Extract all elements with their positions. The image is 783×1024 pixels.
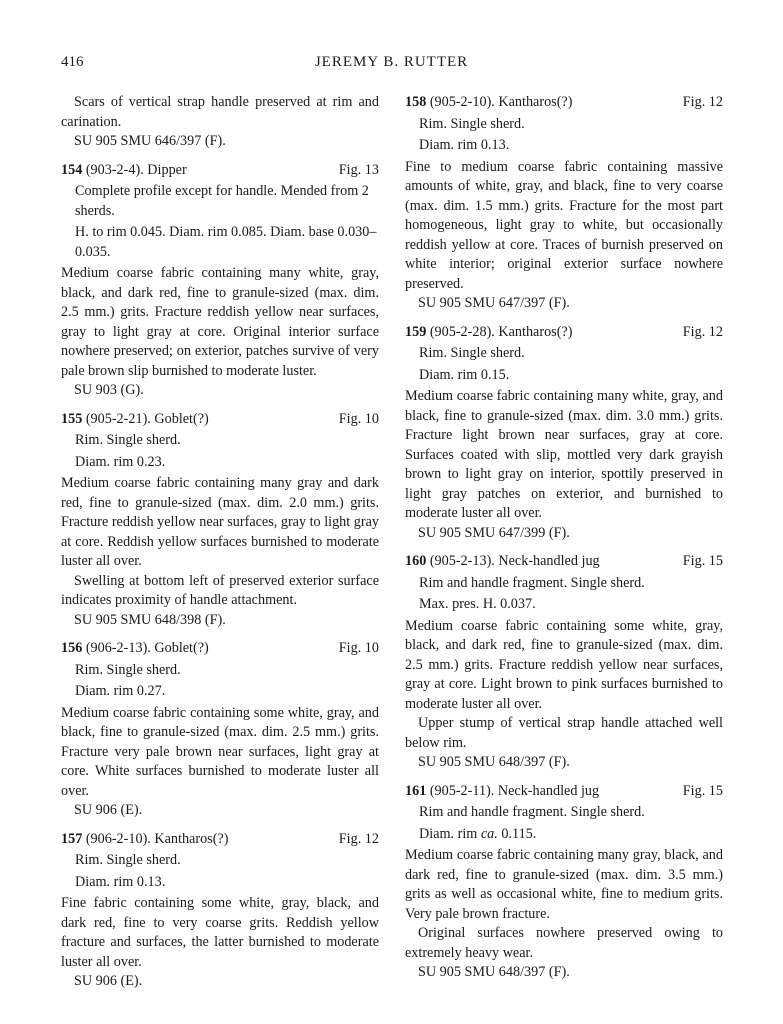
- entry-title: (905-2-28). Kantharos(?): [426, 323, 573, 340]
- entry-fabric: Medium coarse fabric containing many white, gray, black, and dark red, fine to granule-sized (max. dim. 2.5 mm.) grits. Fracture reddish yellow near surfaces, gray to light gray at core. Original interior surface nowhere preserved; on exterior, patches survive of very pale brown slip burnished to moderate luster.: [61, 265, 379, 379]
- entry-description: Rim. Single sherd.: [75, 432, 181, 448]
- entry-description: Rim. Single sherd.: [75, 852, 181, 868]
- entry-fabric: Fine to medium coarse fabric containing massive amounts of white, gray, and black, fine to very coarse (max. dim. 1.5 mm.) grits. Fracture for the most part homogeneous, light gray to white, but occasionally reddish yellow at core. Traces of burnish preserved on white interior; original exterior surface nowhere preserved.: [405, 158, 723, 292]
- entry-su: SU 906 (E).: [74, 802, 143, 818]
- page-number: 416: [61, 54, 84, 70]
- figure-reference: Fig. 15: [682, 553, 723, 569]
- entry-heading: [405, 323, 723, 343]
- entry-number: 161: [405, 782, 427, 799]
- entry-title: (906-2-10). Kantharos(?): [82, 830, 229, 847]
- entry-dimensions: Max. pres. H. 0.037.: [419, 596, 536, 612]
- entry-dimensions: [405, 825, 723, 845]
- entry-title: (905-2-10). Kantharos(?): [426, 94, 573, 110]
- entry-fabric: Medium coarse fabric containing many gray and dark red, fine to granule-sized (max. dim. 2.0 mm.) grits. Fracture reddish yellow near surfaces, gray to light gray at core. Reddish yellow surfaces burnished to moderate luster all over.: [61, 475, 379, 569]
- catalogue-entry-155: [61, 410, 379, 631]
- entry-number: 154: [61, 161, 83, 178]
- entry-dimensions: Diam. rim 0.27.: [75, 683, 166, 699]
- continued-text: Scars of vertical strap handle preserved at rim and carination.: [61, 94, 379, 130]
- figure-reference: Fig. 12: [682, 94, 723, 110]
- entry-heading: [405, 552, 723, 572]
- entry-title: (903-2-4). Dipper: [82, 161, 187, 178]
- entry-number: 157: [61, 830, 83, 847]
- entry-description: Rim and handle fragment. Single sherd.: [419, 574, 645, 591]
- entry-su: SU 905 SMU 648/397 (F).: [418, 964, 570, 980]
- entry-dimensions: Diam. rim 0.15.: [419, 366, 510, 383]
- entry-heading: [61, 410, 379, 430]
- catalogue-entry-158: [405, 93, 723, 314]
- entry-dimensions: Diam. rim 0.23.: [75, 453, 166, 470]
- figure-reference: Fig. 12: [682, 323, 723, 340]
- entry-fabric: Medium coarse fabric containing some white, gray, black, and dark red, fine to granule-sized (max. dim. 2.5 mm.) grits. Fracture reddish yellow near surfaces, gray at core. Light brown to pink surfaces burnished to moderate luster all over.: [405, 617, 723, 712]
- entry-number: 155: [61, 410, 83, 427]
- catalogue-entry-159: [405, 323, 723, 544]
- entry-note: Swelling at bottom left of preserved exterior surface indicates proximity of handle attachment.: [61, 572, 379, 608]
- figure-reference: Fig. 15: [682, 782, 723, 799]
- entry-title: (905-2-11). Neck-handled jug: [426, 782, 600, 799]
- catalogue-entry-156: [61, 639, 379, 821]
- figure-reference: Fig. 10: [338, 640, 379, 656]
- entry-fabric: Medium coarse fabric containing many white, gray, and black, fine to granule-sized (max. dim. 3.0 mm.) grits. Fracture light brown near surfaces, gray at core. Surfaces coated with slip, mottled very dark grayish brown to light gray on interior, spottily preserved in light gray patches on exterior, and burnished to moderate luster all over.: [405, 388, 723, 521]
- entry-note: Upper stump of vertical strap handle attached well below rim.: [405, 715, 723, 751]
- entry-heading: [61, 830, 379, 850]
- entry-number: 156: [61, 640, 83, 656]
- entry-description: Rim. Single sherd.: [419, 115, 525, 132]
- entry-su: SU 905 SMU 647/399 (F).: [418, 524, 570, 541]
- catalogue-entry-161: [405, 782, 723, 983]
- entry-description: Complete profile except for handle. Mended from 2 sherds.: [75, 183, 369, 219]
- entry-fabric: Medium coarse fabric containing some white, gray, and black, fine to granule-sized (max. dim. 2.5 mm.) grits. Fracture very pale brown near surfaces, light gray at core. White surfaces burnished to moderate luster all over.: [61, 704, 379, 799]
- catalogue-entry-154: [61, 161, 379, 401]
- entry-title: (905-2-13). Neck-handled jug: [426, 553, 600, 569]
- continued-su: SU 905 SMU 646/397 (F).: [74, 133, 226, 149]
- figure-reference: Fig. 12: [338, 830, 379, 847]
- entry-note: Original surfaces nowhere preserved owing to extremely heavy wear.: [405, 925, 723, 961]
- entry-dimensions: Diam. rim 0.13.: [419, 137, 510, 153]
- entry-number: 158: [405, 94, 427, 110]
- left-column: [61, 93, 379, 992]
- entry-description: Rim and handle fragment. Single sherd.: [419, 804, 645, 820]
- entry-su: SU 905 SMU 647/397 (F).: [418, 295, 570, 311]
- running-head: JEREMY B. RUTTER: [314, 54, 469, 70]
- entry-description: Rim. Single sherd.: [75, 661, 181, 678]
- entry-su: SU 906 (E).: [74, 973, 143, 989]
- entry-dimensions: Diam. rim 0.13.: [75, 873, 166, 890]
- dimension-label: Diam. rim: [419, 825, 481, 842]
- entry-su: SU 905 SMU 648/398 (F).: [74, 611, 226, 628]
- entry-title: (906-2-13). Goblet(?): [82, 640, 209, 656]
- entry-heading: [61, 639, 379, 659]
- figure-reference: Fig. 10: [338, 410, 379, 427]
- page-header: [0, 54, 783, 76]
- entry-fabric: Medium coarse fabric containing many gray, black, and dark red, fine to granule-sized (max. dim. 3.5 mm.) grits as well as occasional white, fine to medium grits. Very pale brown fracture.: [405, 847, 723, 922]
- catalogue-entry-157: [61, 830, 379, 992]
- entry-su: SU 903 (G).: [74, 382, 144, 398]
- dimension-value: 0.115.: [497, 825, 537, 842]
- figure-reference: Fig. 13: [338, 161, 379, 178]
- catalogue-entry-160: [405, 552, 723, 773]
- entry-su: SU 905 SMU 648/397 (F).: [418, 754, 570, 770]
- entry-dimensions: H. to rim 0.045. Diam. rim 0.085. Diam. base 0.030–0.035.: [75, 224, 377, 260]
- entry-heading: [61, 161, 379, 181]
- entry-title: (905-2-21). Goblet(?): [82, 410, 209, 427]
- entry-description: Rim. Single sherd.: [419, 345, 525, 361]
- entry-number: 159: [405, 323, 427, 340]
- entry-heading: [405, 93, 723, 113]
- entry-fabric: Fine fabric containing some white, gray, black, and dark red, fine to very coarse grits. Reddish yellow fracture and surfaces, the latter burnished to moderate luster all over.: [61, 895, 379, 970]
- entry-number: 160: [405, 553, 427, 569]
- circa-abbreviation: ca.: [480, 825, 498, 842]
- right-column: [405, 93, 723, 983]
- entry-heading: [405, 782, 723, 802]
